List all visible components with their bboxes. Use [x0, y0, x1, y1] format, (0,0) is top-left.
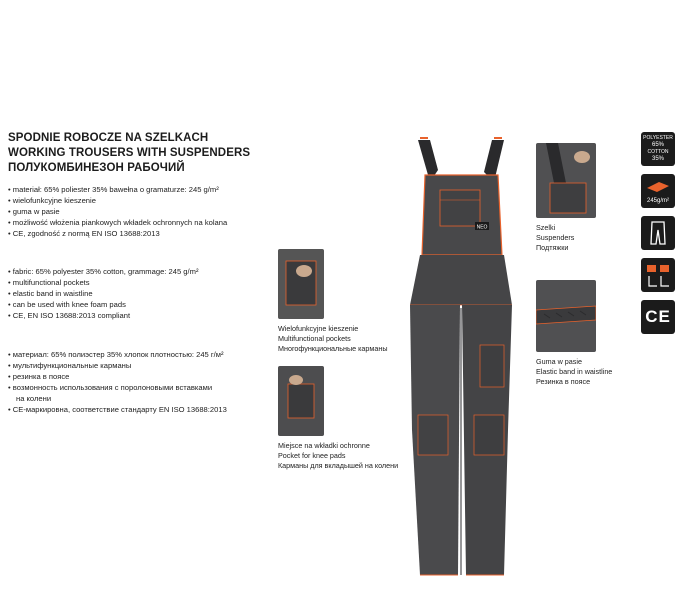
spec-item: • fabric: 65% polyester 35% cotton, grammage: 245 g/m²: [8, 267, 199, 276]
spec-item: • материал: 65% полиэстер 35% хлопок плотностью: 245 г/м²: [8, 350, 224, 359]
callout-text: Wielofunkcyjne kieszenie: [278, 324, 359, 333]
spec-item: • возмонность использования с поролоновыми вставками: [8, 383, 213, 392]
callout-text: Резинка в поясе: [536, 377, 591, 386]
badge-text: 65%: [651, 142, 664, 148]
spec-item-continued: на колени: [16, 394, 52, 403]
feature-badges: [641, 132, 675, 342]
title-line-pl: SPODNIE ROBOCZE NA SZELKACH: [8, 132, 209, 144]
kneepad-icon-badge: [641, 258, 675, 292]
badge-text: POLYESTER: [643, 135, 673, 141]
badge-text: 245g/m²: [646, 198, 669, 204]
overalls-image: [380, 130, 540, 595]
fabric-composition-badge: [641, 132, 675, 166]
callout-text: Suspenders: [536, 233, 575, 242]
spec-item: • резинка в поясе: [8, 372, 70, 381]
callout-pockets: [278, 324, 388, 354]
kneepad-detail-image: [278, 366, 324, 436]
spec-item: • materiał: 65% poliester 35% bawełna o gramaturze: 245 g/m²: [8, 185, 219, 194]
badge-text: 35%: [651, 156, 664, 162]
trousers-icon: [648, 220, 668, 246]
spec-item: • multifunctional pockets: [8, 278, 90, 287]
spec-item: • мультифункциональные карманы: [8, 361, 132, 370]
callout-text: Карманы для вкладышей на колени: [278, 461, 399, 470]
callout-text: Подтяжки: [536, 243, 569, 252]
spec-item: • możliwość włożenia piankowych wkładek ochronnych na kolana: [8, 218, 228, 227]
badge-text: COTTON: [647, 149, 669, 155]
spec-item: • wielofunkcyjne kieszenie: [8, 196, 96, 205]
callout-waist: [536, 357, 612, 387]
callout-kneepad: [278, 441, 398, 471]
spec-item: • elastic band in waistline: [8, 289, 93, 298]
fabric-swatch-icon: [645, 178, 671, 194]
title-line-en: WORKING TROUSERS WITH SUSPENDERS: [8, 147, 251, 159]
title-line-ru: ПОЛУКОМБИНЕЗОН РАБОЧИЙ: [8, 162, 185, 174]
suspenders-detail-image: [536, 143, 596, 218]
spec-item: • can be used with knee foam pads: [8, 300, 126, 309]
kneepad-icon: [645, 262, 671, 288]
spec-item: • guma w pasie: [8, 207, 60, 216]
trousers-icon-badge: [641, 216, 675, 250]
callout-text: Guma w pasie: [536, 357, 582, 366]
ce-mark-badge: [641, 300, 675, 334]
spec-list-ru: [8, 349, 268, 415]
spec-item: • CE-маркировна, соответствие стандарту EN ISO 13688:2013: [8, 405, 227, 414]
callout-text: Multifunctional pockets: [278, 334, 351, 343]
callout-text: Szelki: [536, 223, 556, 232]
svg-text:NEO: NEO: [476, 224, 488, 231]
spec-list-pl: [8, 184, 268, 239]
product-title: [8, 131, 258, 176]
ce-mark-icon: CE: [645, 307, 671, 326]
callout-suspenders: [536, 223, 574, 253]
callout-text: Miejsce na wkładki ochronne: [278, 441, 370, 450]
waist-detail-image: [536, 280, 596, 352]
callout-text: Pocket for knee pads: [278, 451, 346, 460]
spec-list-en: [8, 266, 268, 321]
spec-item: • CE, EN ISO 13688:2013 compliant: [8, 311, 131, 320]
callout-text: Многофункциональные карманы: [278, 344, 388, 353]
fabric-weight-badge: [641, 174, 675, 208]
callout-text: Elastic band in waistline: [536, 367, 613, 376]
pockets-detail-image: [278, 249, 324, 319]
spec-item: • CE, zgodność z normą EN ISO 13688:2013: [8, 229, 160, 238]
